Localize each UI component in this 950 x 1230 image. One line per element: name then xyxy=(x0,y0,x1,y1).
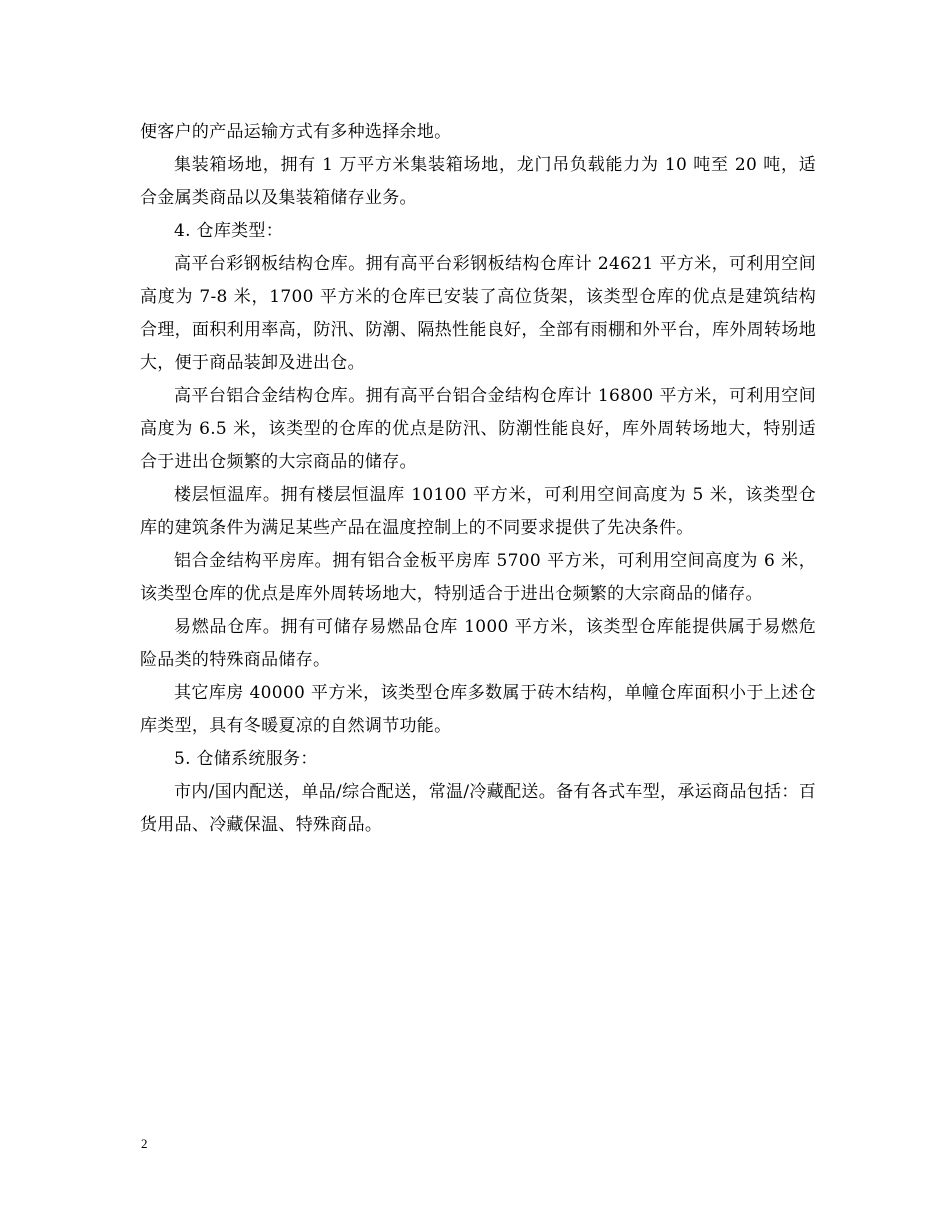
heading-warehouse-types: 4. 仓库类型： xyxy=(174,221,284,241)
page-number: 2 xyxy=(141,1136,148,1151)
heading-storage-services: 5. 仓储系统服务： xyxy=(174,749,318,769)
paragraph-aluminum-single-storey: 铝合金结构平房库。拥有铝合金板平房库 5700 平方米，可利用空间高度为 6 米，该类型仓库的优点是库外周转场地大，特别适合于进出仓频繁的大宗商品的储存。 xyxy=(140,551,816,604)
paragraph-transport-options: 便客户的产品运输方式有多种选择余地。 xyxy=(140,122,452,142)
paragraph-flammables-warehouse: 易燃品仓库。拥有可储存易燃品仓库 1000 平方米，该类型仓库能提供属于易燃危险品类的特殊商品储存。 xyxy=(140,617,816,670)
paragraph-distribution-services: 市内/国内配送，单品/综合配送，常温/冷藏配送。备有各式车型，承运商品包括：百货用品、冷藏保温、特殊商品。 xyxy=(140,782,816,835)
document-body xyxy=(140,116,816,842)
paragraph-aluminum-warehouse: 高平台铝合金结构仓库。拥有高平台铝合金结构仓库计 16800 平方米，可利用空间高度为 6.5 米，该类型的仓库的优点是防汛、防潮性能良好，库外周转场地大，特别适合于进出仓频繁的大宗商品的储存。 xyxy=(140,386,816,472)
paragraph-other-warehouses: 其它库房 40000 平方米，该类型仓库多数属于砖木结构，单幢仓库面积小于上述仓库类型，具有冬暖夏凉的自然调节功能。 xyxy=(140,683,816,736)
paragraph-steel-warehouse: 高平台彩钢板结构仓库。拥有高平台彩钢板结构仓库计 24621 平方米，可利用空间高度为 7-8 米，1700 平方米的仓库已安装了高位货架，该类型仓库的优点是建筑结构合理，面积利用率高，防汛、防潮、隔热性能良好，全部有雨棚和外平台，库外周转场地大，便于商品装卸及进出仓。 xyxy=(140,254,816,373)
paragraph-constant-temp-warehouse: 楼层恒温库。拥有楼层恒温库 10100 平方米，可利用空间高度为 5 米，该类型仓库的建筑条件为满足某些产品在温度控制上的不同要求提供了先决条件。 xyxy=(140,485,816,538)
paragraph-container-yard: 集装箱场地，拥有 1 万平方米集装箱场地，龙门吊负载能力为 10 吨至 20 吨，适合金属类商品以及集装箱储存业务。 xyxy=(140,155,816,208)
